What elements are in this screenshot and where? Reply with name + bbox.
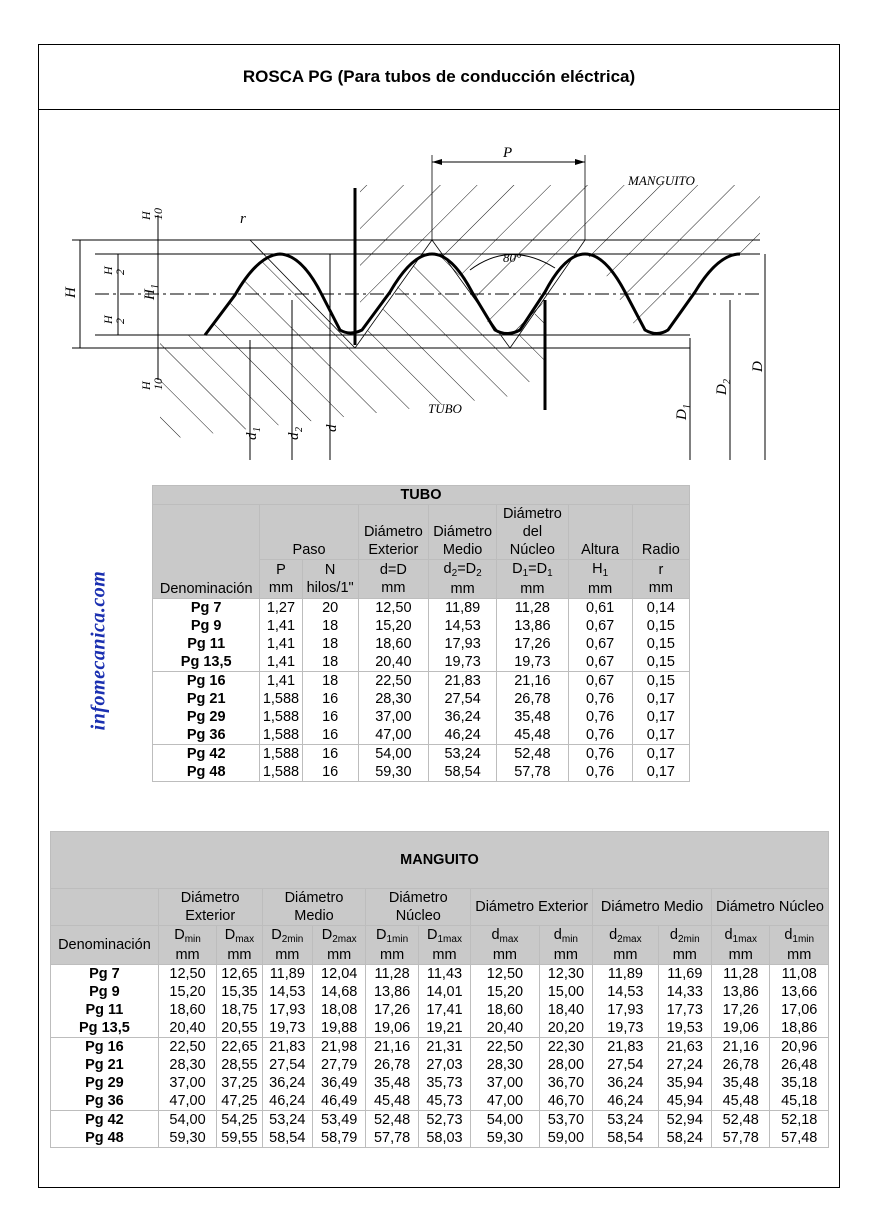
row-name: Pg 16 xyxy=(51,1038,159,1057)
label-angle: 80° xyxy=(503,250,522,265)
tubo-col-paso: Paso xyxy=(260,505,358,560)
table-cell: 0,15 xyxy=(632,672,689,691)
table-row xyxy=(51,1092,829,1111)
table-cell: 35,48 xyxy=(712,1074,770,1092)
tubo-col-diam-nucleo: Diámetro del Núcleo xyxy=(497,505,568,560)
tubo-unit-dnuc: $D_1=D_1$ mm xyxy=(497,560,568,599)
table-cell: 17,26 xyxy=(497,635,568,653)
table-cell: 57,78 xyxy=(366,1129,418,1148)
manguito-unit-header: $d_{2min}$ mm xyxy=(658,926,711,965)
table-cell: 12,50 xyxy=(158,965,216,984)
table-cell: 22,65 xyxy=(217,1038,262,1057)
table-cell: 28,30 xyxy=(158,1056,216,1074)
table-cell: 1,588 xyxy=(260,708,302,726)
table-cell: 52,18 xyxy=(770,1111,829,1130)
table-cell: 58,24 xyxy=(658,1129,711,1148)
table-cell: 16 xyxy=(302,726,358,745)
table-cell: 58,54 xyxy=(429,763,497,782)
table-cell: 27,79 xyxy=(312,1056,365,1074)
table-cell: 22,50 xyxy=(158,1038,216,1057)
table-cell: 16 xyxy=(302,763,358,782)
table-cell: 45,73 xyxy=(418,1092,470,1111)
table-cell: 53,24 xyxy=(429,745,497,764)
manguito-unit-header: $d_{1max}$ mm xyxy=(712,926,770,965)
table-cell: 11,08 xyxy=(770,965,829,984)
manguito-unit-header: $d_{1min}$ mm xyxy=(770,926,829,965)
table-cell: 46,24 xyxy=(262,1092,312,1111)
label-d: d xyxy=(324,424,340,432)
table-cell: 59,30 xyxy=(358,763,428,782)
table-cell: 18,08 xyxy=(312,1001,365,1019)
svg-text:2: 2 xyxy=(722,379,733,384)
row-name: Pg 36 xyxy=(153,726,260,745)
table-cell: 26,48 xyxy=(770,1056,829,1074)
table-cell: 45,18 xyxy=(770,1092,829,1111)
table-cell: 46,24 xyxy=(593,1092,659,1111)
table-cell: 36,24 xyxy=(429,708,497,726)
table-cell: 45,48 xyxy=(366,1092,418,1111)
table-cell: 1,41 xyxy=(260,617,302,635)
table-cell: 37,25 xyxy=(217,1074,262,1092)
table-cell: 20,40 xyxy=(471,1019,540,1038)
table-cell: 21,83 xyxy=(593,1038,659,1057)
table-cell: 19,88 xyxy=(312,1019,365,1038)
table-cell: 21,16 xyxy=(712,1038,770,1057)
watermark: infomecanica.com xyxy=(87,570,110,730)
table-cell: 35,48 xyxy=(366,1074,418,1092)
tubo-table xyxy=(152,485,690,782)
table-cell: 35,48 xyxy=(497,708,568,726)
table-cell: 18,75 xyxy=(217,1001,262,1019)
table-cell: 35,73 xyxy=(418,1074,470,1092)
table-cell: 0,15 xyxy=(632,653,689,672)
table-cell: 1,588 xyxy=(260,726,302,745)
table-cell: 58,79 xyxy=(312,1129,365,1148)
table-cell: 53,70 xyxy=(539,1111,592,1130)
table-cell: 19,73 xyxy=(429,653,497,672)
table-cell: 16 xyxy=(302,708,358,726)
table-cell: 59,00 xyxy=(539,1129,592,1148)
table-cell: 12,30 xyxy=(539,965,592,984)
table-cell: 52,94 xyxy=(658,1111,711,1130)
table-cell: 0,67 xyxy=(568,617,632,635)
label-h-half-bottom: H xyxy=(101,315,115,324)
table-cell: 20,20 xyxy=(539,1019,592,1038)
table-cell: 53,24 xyxy=(262,1111,312,1130)
table-cell: 11,89 xyxy=(593,965,659,984)
table-cell: 21,31 xyxy=(418,1038,470,1057)
manguito-group-header: Diámetro Exterior xyxy=(471,889,593,926)
table-cell: 1,41 xyxy=(260,635,302,653)
table-cell: 28,30 xyxy=(358,690,428,708)
table-cell: 1,27 xyxy=(260,599,302,618)
table-cell: 21,98 xyxy=(312,1038,365,1057)
label-h-tenth-top: H xyxy=(139,211,153,220)
table-cell: 16 xyxy=(302,745,358,764)
table-cell: 28,30 xyxy=(471,1056,540,1074)
table-cell: 27,03 xyxy=(418,1056,470,1074)
table-row xyxy=(51,1001,829,1019)
table-cell: 46,49 xyxy=(312,1092,365,1111)
table-cell: 14,33 xyxy=(658,983,711,1001)
table-cell: 17,93 xyxy=(593,1001,659,1019)
table-cell: 15,00 xyxy=(539,983,592,1001)
label-h1: H xyxy=(142,289,158,300)
table-row xyxy=(153,708,690,726)
table-cell: 53,24 xyxy=(593,1111,659,1130)
table-cell: 0,17 xyxy=(632,726,689,745)
table-cell: 54,00 xyxy=(471,1111,540,1130)
table-cell: 15,20 xyxy=(471,983,540,1001)
table-cell: 17,93 xyxy=(262,1001,312,1019)
manguito-unit-header: $D_{2min}$ mm xyxy=(262,926,312,965)
table-cell: 57,48 xyxy=(770,1129,829,1148)
table-row xyxy=(153,653,690,672)
table-cell: 0,14 xyxy=(632,599,689,618)
table-cell: 54,00 xyxy=(158,1111,216,1130)
manguito-table-body xyxy=(51,965,829,1148)
table-cell: 0,67 xyxy=(568,653,632,672)
svg-text:10: 10 xyxy=(151,208,165,220)
table-cell: 0,76 xyxy=(568,690,632,708)
row-name: Pg 21 xyxy=(51,1056,159,1074)
label-r: r xyxy=(240,211,246,227)
manguito-unit-header: $D_{max}$ mm xyxy=(217,926,262,965)
table-cell: 13,86 xyxy=(497,617,568,635)
table-cell: 16 xyxy=(302,690,358,708)
table-cell: 26,78 xyxy=(497,690,568,708)
table-cell: 20,40 xyxy=(358,653,428,672)
manguito-group-header: Diámetro Medio xyxy=(593,889,712,926)
manguito-group-header: Diámetro Núcleo xyxy=(712,889,829,926)
table-cell: 52,48 xyxy=(497,745,568,764)
table-row xyxy=(51,1019,829,1038)
table-cell: 35,18 xyxy=(770,1074,829,1092)
table-cell: 0,61 xyxy=(568,599,632,618)
table-cell: 20,55 xyxy=(217,1019,262,1038)
table-cell: 59,55 xyxy=(217,1129,262,1148)
table-cell: 14,53 xyxy=(593,983,659,1001)
table-cell: 20 xyxy=(302,599,358,618)
label-manguito: MANGUITO xyxy=(628,173,695,188)
tubo-col-diam-medio: Diámetro Medio xyxy=(429,505,497,560)
row-name: Pg 13,5 xyxy=(51,1019,159,1038)
table-cell: 11,69 xyxy=(658,965,711,984)
label-D: D xyxy=(750,361,766,372)
table-row xyxy=(153,726,690,745)
row-name: Pg 29 xyxy=(51,1074,159,1092)
table-cell: 12,50 xyxy=(471,965,540,984)
table-cell: 47,00 xyxy=(471,1092,540,1111)
tubo-unit-n: N hilos/1" xyxy=(302,560,358,599)
table-cell: 57,78 xyxy=(497,763,568,782)
table-cell: 53,49 xyxy=(312,1111,365,1130)
table-cell: 19,53 xyxy=(658,1019,711,1038)
table-cell: 52,73 xyxy=(418,1111,470,1130)
thread-profile-diagram xyxy=(0,0,875,480)
table-cell: 17,93 xyxy=(429,635,497,653)
table-cell: 58,54 xyxy=(593,1129,659,1148)
table-cell: 21,83 xyxy=(429,672,497,691)
table-cell: 1,588 xyxy=(260,690,302,708)
table-row xyxy=(51,1111,829,1130)
table-cell: 58,54 xyxy=(262,1129,312,1148)
table-cell: 57,78 xyxy=(712,1129,770,1148)
row-name: Pg 13,5 xyxy=(153,653,260,672)
label-D2: D xyxy=(714,384,730,395)
table-row xyxy=(51,983,829,1001)
table-cell: 54,25 xyxy=(217,1111,262,1130)
manguito-unit-header: $d_{2max}$ mm xyxy=(593,926,659,965)
table-cell: 0,76 xyxy=(568,745,632,764)
label-d2: d xyxy=(286,432,302,440)
label-d1: d xyxy=(244,432,260,440)
table-cell: 18,60 xyxy=(358,635,428,653)
table-cell: 26,78 xyxy=(366,1056,418,1074)
table-cell: 36,24 xyxy=(593,1074,659,1092)
table-cell: 45,48 xyxy=(497,726,568,745)
table-cell: 0,17 xyxy=(632,763,689,782)
row-name: Pg 7 xyxy=(51,965,159,984)
table-cell: 0,15 xyxy=(632,617,689,635)
table-cell: 0,17 xyxy=(632,690,689,708)
table-cell: 1,588 xyxy=(260,745,302,764)
table-cell: 0,67 xyxy=(568,672,632,691)
table-cell: 21,16 xyxy=(497,672,568,691)
table-cell: 28,00 xyxy=(539,1056,592,1074)
tubo-unit-dext: d=D mm xyxy=(358,560,428,599)
table-row xyxy=(153,672,690,691)
table-cell: 11,89 xyxy=(262,965,312,984)
table-cell: 36,70 xyxy=(539,1074,592,1092)
table-row xyxy=(153,599,690,618)
table-cell: 26,78 xyxy=(712,1056,770,1074)
table-row xyxy=(153,763,690,782)
row-name: Pg 42 xyxy=(51,1111,159,1130)
table-cell: 18,60 xyxy=(471,1001,540,1019)
table-cell: 13,86 xyxy=(712,983,770,1001)
table-cell: 21,83 xyxy=(262,1038,312,1057)
row-name: Pg 48 xyxy=(51,1129,159,1148)
svg-text:1: 1 xyxy=(252,427,263,432)
table-cell: 18,86 xyxy=(770,1019,829,1038)
table-cell: 35,94 xyxy=(658,1074,711,1092)
table-cell: 11,28 xyxy=(366,965,418,984)
tubo-table-body xyxy=(153,599,690,782)
table-row xyxy=(51,965,829,984)
page-title: ROSCA PG (Para tubos de conducción eléctrica) xyxy=(39,45,839,110)
table-cell: 47,00 xyxy=(158,1092,216,1111)
table-cell: 19,73 xyxy=(593,1019,659,1038)
table-cell: 27,54 xyxy=(262,1056,312,1074)
table-cell: 18,40 xyxy=(539,1001,592,1019)
manguito-blank-header xyxy=(51,889,159,926)
table-cell: 19,06 xyxy=(366,1019,418,1038)
table-cell: 17,26 xyxy=(366,1001,418,1019)
table-cell: 15,35 xyxy=(217,983,262,1001)
row-name: Pg 21 xyxy=(153,690,260,708)
table-cell: 21,16 xyxy=(366,1038,418,1057)
row-name: Pg 9 xyxy=(51,983,159,1001)
table-cell: 54,00 xyxy=(358,745,428,764)
table-row xyxy=(51,1038,829,1057)
table-cell: 20,40 xyxy=(158,1019,216,1038)
label-h: H xyxy=(63,287,79,298)
tubo-col-altura: Altura xyxy=(568,505,632,560)
table-cell: 52,48 xyxy=(712,1111,770,1130)
table-cell: 46,24 xyxy=(429,726,497,745)
table-cell: 21,63 xyxy=(658,1038,711,1057)
table-cell: 59,30 xyxy=(158,1129,216,1148)
manguito-unit-header: $D_{1min}$ mm xyxy=(366,926,418,965)
table-cell: 22,50 xyxy=(358,672,428,691)
label-D1: D xyxy=(674,409,690,420)
table-row xyxy=(153,617,690,635)
row-name: Pg 36 xyxy=(51,1092,159,1111)
table-cell: 58,03 xyxy=(418,1129,470,1148)
table-cell: 14,53 xyxy=(262,983,312,1001)
tubo-unit-r: r mm xyxy=(632,560,689,599)
tubo-unit-h: $H_1$ mm xyxy=(568,560,632,599)
label-h-tenth-bottom: H xyxy=(139,381,153,390)
manguito-group-header: Diámetro Exterior xyxy=(158,889,262,926)
row-name: Pg 7 xyxy=(153,599,260,618)
manguito-unit-header: $D_{1max}$ mm xyxy=(418,926,470,965)
table-cell: 0,76 xyxy=(568,708,632,726)
table-cell: 0,67 xyxy=(568,635,632,653)
table-cell: 19,73 xyxy=(497,653,568,672)
table-cell: 36,24 xyxy=(262,1074,312,1092)
table-cell: 27,54 xyxy=(593,1056,659,1074)
table-cell: 18 xyxy=(302,653,358,672)
table-cell: 37,00 xyxy=(471,1074,540,1092)
table-cell: 18,60 xyxy=(158,1001,216,1019)
table-cell: 13,66 xyxy=(770,983,829,1001)
table-cell: 0,17 xyxy=(632,745,689,764)
table-cell: 45,94 xyxy=(658,1092,711,1111)
table-row xyxy=(51,1074,829,1092)
table-cell: 19,06 xyxy=(712,1019,770,1038)
row-name: Pg 9 xyxy=(153,617,260,635)
table-cell: 0,76 xyxy=(568,763,632,782)
table-cell: 17,26 xyxy=(712,1001,770,1019)
table-cell: 37,00 xyxy=(158,1074,216,1092)
table-row xyxy=(153,690,690,708)
table-cell: 18 xyxy=(302,617,358,635)
manguito-caption: MANGUITO xyxy=(51,832,829,889)
table-cell: 17,06 xyxy=(770,1001,829,1019)
label-h-half-top: H xyxy=(101,266,115,275)
table-cell: 14,53 xyxy=(429,617,497,635)
manguito-group-header: Diámetro Medio xyxy=(262,889,366,926)
table-cell: 47,25 xyxy=(217,1092,262,1111)
row-name: Pg 11 xyxy=(153,635,260,653)
table-cell: 11,28 xyxy=(497,599,568,618)
tubo-col-radio: Radio xyxy=(632,505,689,560)
svg-text:1: 1 xyxy=(682,404,693,409)
manguito-unit-header: $D_{2max}$ mm xyxy=(312,926,365,965)
table-cell: 37,00 xyxy=(358,708,428,726)
table-cell: 0,76 xyxy=(568,726,632,745)
table-cell: 12,50 xyxy=(358,599,428,618)
manguito-unit-header: $d_{min}$ mm xyxy=(539,926,592,965)
tubo-caption: TUBO xyxy=(153,486,690,505)
table-row xyxy=(153,635,690,653)
table-cell: 0,15 xyxy=(632,635,689,653)
table-cell: 28,55 xyxy=(217,1056,262,1074)
manguito-table xyxy=(50,831,829,1148)
row-name: Pg 11 xyxy=(51,1001,159,1019)
table-cell: 46,70 xyxy=(539,1092,592,1111)
table-cell: 11,43 xyxy=(418,965,470,984)
table-cell: 22,30 xyxy=(539,1038,592,1057)
table-cell: 18 xyxy=(302,635,358,653)
manguito-unit-header: $d_{max}$ mm xyxy=(471,926,540,965)
table-cell: 22,50 xyxy=(471,1038,540,1057)
table-cell: 19,21 xyxy=(418,1019,470,1038)
table-cell: 17,41 xyxy=(418,1001,470,1019)
table-cell: 14,01 xyxy=(418,983,470,1001)
table-cell: 13,86 xyxy=(366,983,418,1001)
manguito-group-header: Diámetro Núcleo xyxy=(366,889,471,926)
table-cell: 52,48 xyxy=(366,1111,418,1130)
svg-text:2: 2 xyxy=(294,427,305,432)
table-cell: 15,20 xyxy=(358,617,428,635)
table-cell: 12,04 xyxy=(312,965,365,984)
table-cell: 27,54 xyxy=(429,690,497,708)
svg-text:2: 2 xyxy=(113,318,127,324)
table-cell: 1,41 xyxy=(260,653,302,672)
row-name: Pg 42 xyxy=(153,745,260,764)
table-cell: 18 xyxy=(302,672,358,691)
svg-text:2: 2 xyxy=(113,269,127,275)
manguito-unit-header: $D_{min}$ mm xyxy=(158,926,216,965)
table-row xyxy=(51,1056,829,1074)
table-cell: 27,24 xyxy=(658,1056,711,1074)
table-cell: 11,89 xyxy=(429,599,497,618)
table-cell: 17,73 xyxy=(658,1001,711,1019)
table-cell: 47,00 xyxy=(358,726,428,745)
table-cell: 1,588 xyxy=(260,763,302,782)
tubo-col-denominacion: Denominación xyxy=(153,505,260,599)
tubo-unit-dmed: $d_2=D_2$ mm xyxy=(429,560,497,599)
table-row xyxy=(153,745,690,764)
row-name: Pg 48 xyxy=(153,763,260,782)
table-cell: 45,48 xyxy=(712,1092,770,1111)
label-p: P xyxy=(503,145,513,161)
table-row xyxy=(51,1129,829,1148)
row-name: Pg 16 xyxy=(153,672,260,691)
label-tubo: TUBO xyxy=(428,401,462,416)
svg-text:10: 10 xyxy=(151,378,165,390)
table-cell: 0,17 xyxy=(632,708,689,726)
table-cell: 1,41 xyxy=(260,672,302,691)
table-cell: 14,68 xyxy=(312,983,365,1001)
table-cell: 20,96 xyxy=(770,1038,829,1057)
table-cell: 15,20 xyxy=(158,983,216,1001)
row-name: Pg 29 xyxy=(153,708,260,726)
tubo-col-diam-ext: Diámetro Exterior xyxy=(358,505,428,560)
table-cell: 19,73 xyxy=(262,1019,312,1038)
table-cell: 59,30 xyxy=(471,1129,540,1148)
manguito-col-denominacion: Denominación xyxy=(51,926,159,965)
table-cell: 11,28 xyxy=(712,965,770,984)
table-cell: 36,49 xyxy=(312,1074,365,1092)
table-cell: 12,65 xyxy=(217,965,262,984)
tubo-unit-p: P mm xyxy=(260,560,302,599)
svg-text:1: 1 xyxy=(150,284,161,289)
